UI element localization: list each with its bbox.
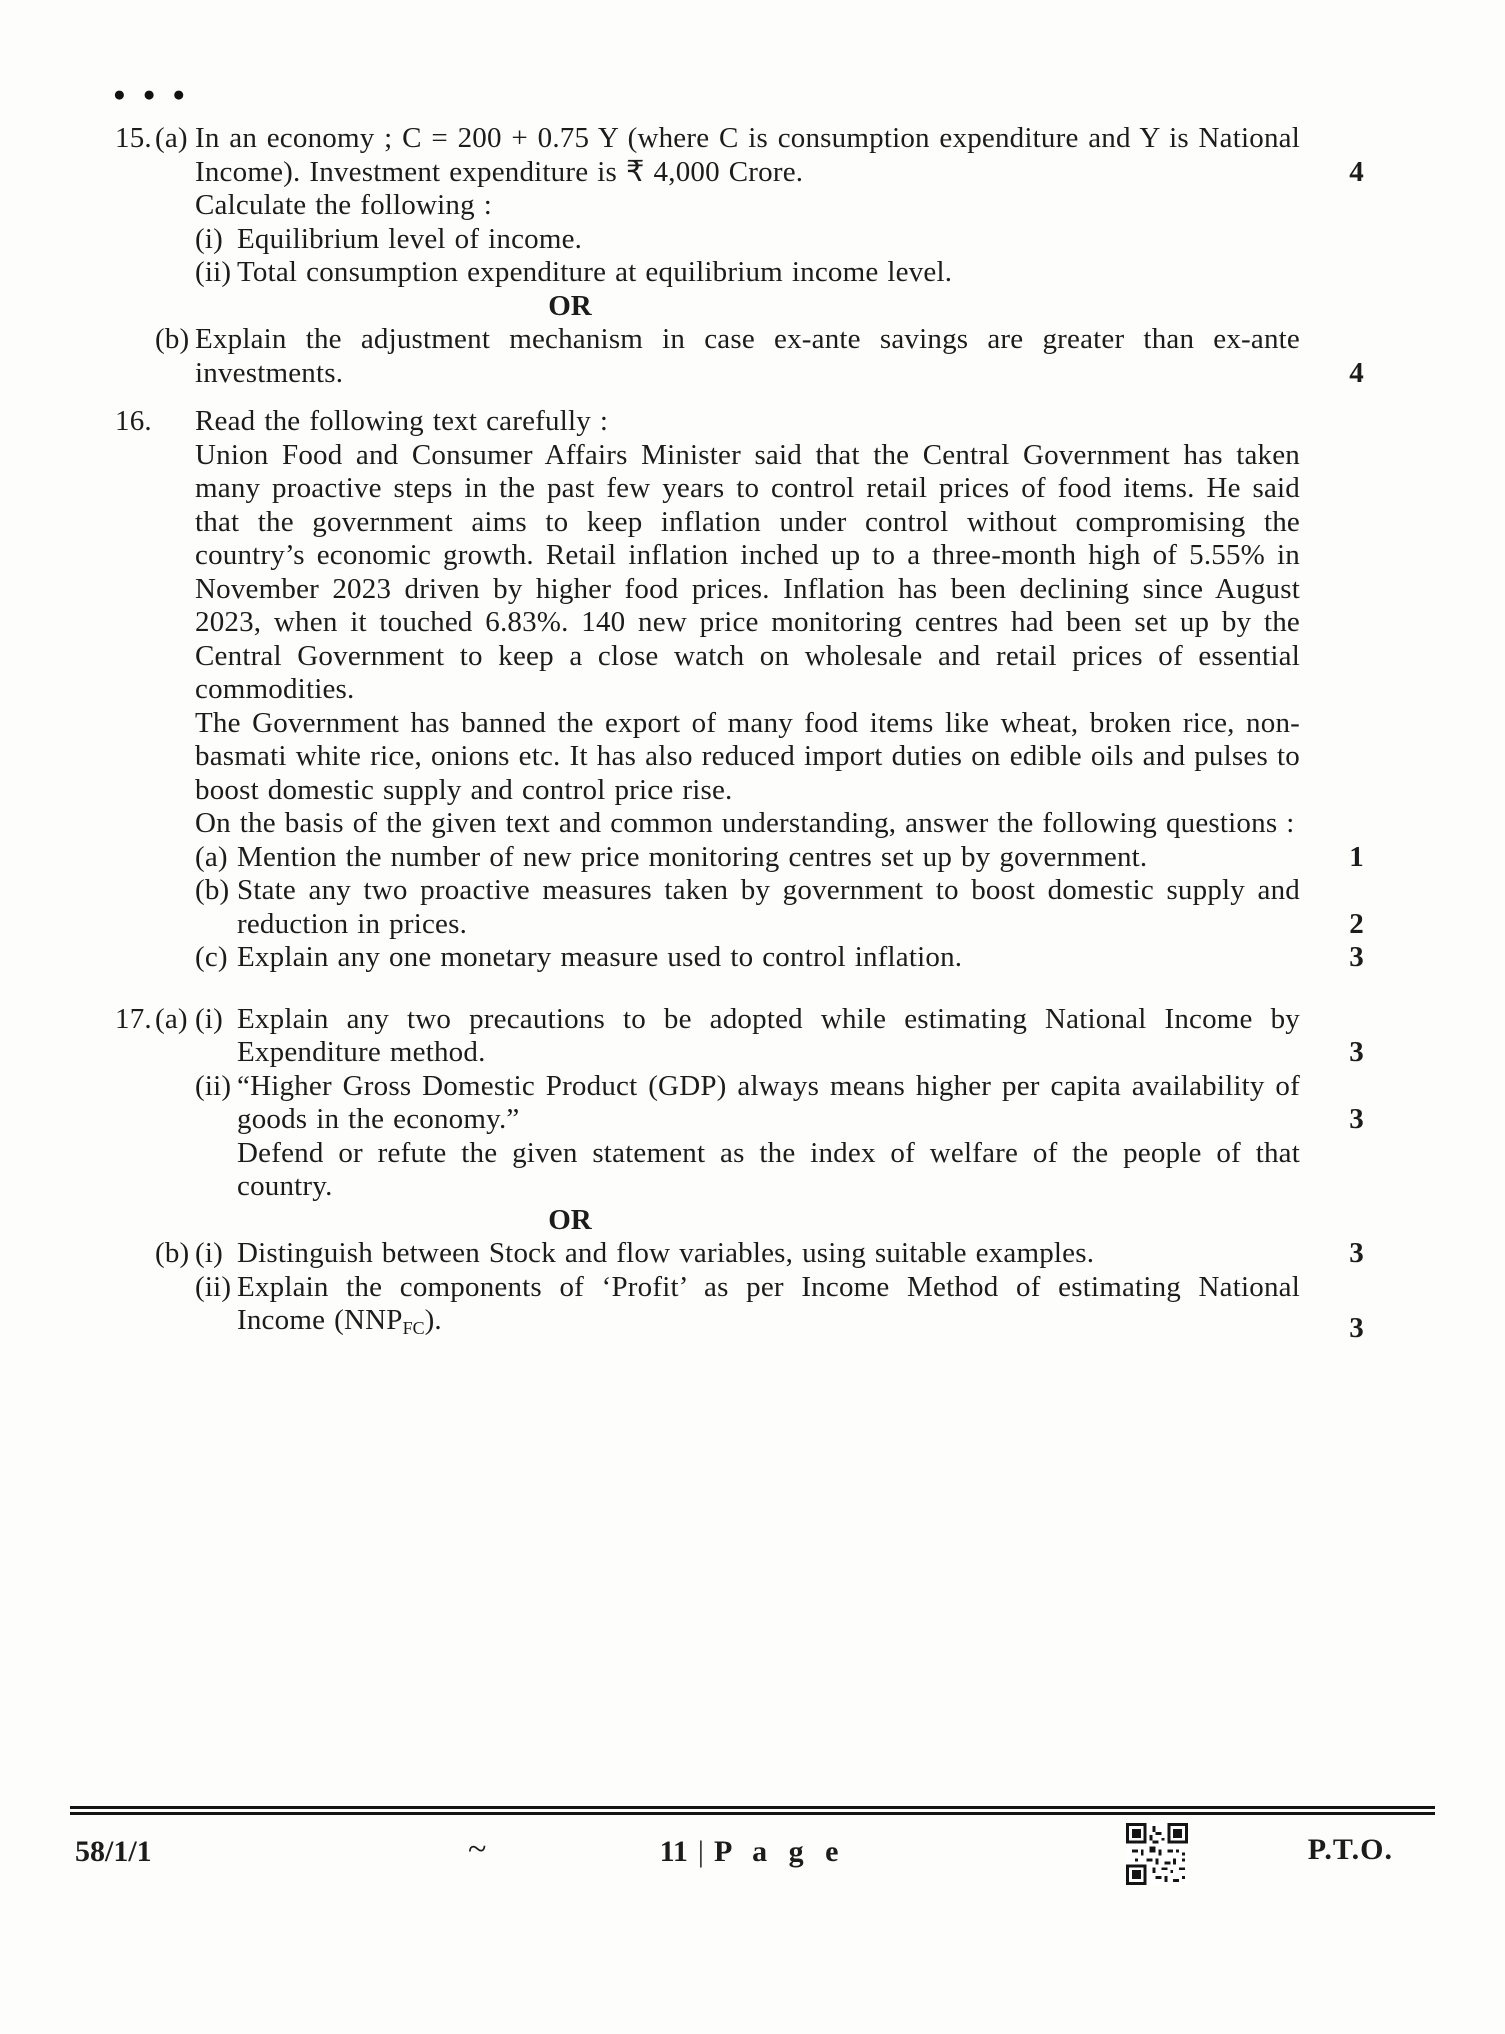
q15-part-a-intro-row bbox=[115, 122, 1370, 189]
question-text: In an economy ; C = 200 + 0.75 Y (where C is consumption expenditure and Y is National Income). Investment expenditure is ₹ 4,000 Crore. bbox=[195, 122, 1300, 188]
footer-line bbox=[0, 1831, 1505, 1941]
marks-value: 3 bbox=[1349, 1237, 1364, 1269]
item-label: (ii) bbox=[195, 1069, 232, 1102]
question-text: Read the following text carefully : bbox=[195, 405, 609, 437]
q16-passage-para3 bbox=[115, 807, 1370, 841]
qr-code-icon bbox=[1126, 1823, 1188, 1885]
item-text: Equilibrium level of income. bbox=[237, 222, 583, 255]
item-label: (i) bbox=[195, 1237, 223, 1269]
bullet-icon: ● bbox=[113, 82, 126, 106]
question-text: Mention the number of new price monitoring centres set up by government. bbox=[237, 840, 1148, 873]
pto-label: P.T.O. bbox=[1307, 1833, 1393, 1866]
paper-code: 58/1/1 bbox=[75, 1835, 152, 1868]
question-text: State any two proactive measures taken by government to boost domestic supply and reduction in prices. bbox=[237, 874, 1300, 940]
q16-intro-row bbox=[115, 405, 1370, 439]
item-label: (ii) bbox=[195, 256, 232, 288]
marks-value: 2 bbox=[1349, 907, 1364, 940]
header-bullets bbox=[113, 82, 1370, 106]
marks-value: 4 bbox=[1349, 155, 1364, 188]
page-number-label bbox=[660, 1835, 846, 1869]
item-text: Total consumption expenditure at equilibrium income level. bbox=[237, 256, 953, 288]
question-text-post: ). bbox=[424, 1304, 442, 1336]
question-text: Explain any one monetary measure used to control inflation. bbox=[237, 941, 963, 973]
item-label: (i) bbox=[195, 222, 223, 255]
q16-part-c-row bbox=[115, 941, 1370, 975]
question-text-pre: Explain the components of ‘Profit’ as per Income Method of estimating National Income (NNP bbox=[237, 1270, 1300, 1336]
marks-value: 4 bbox=[1349, 356, 1364, 389]
footer-rule bbox=[70, 1806, 1435, 1815]
bullet-icon: ● bbox=[172, 82, 186, 106]
passage-text: Union Food and Consumer Affairs Minister said that the Central Government has taken many proactive steps in the past few years to control retail prices of food items. He said that the government aims to keep inflation under control without compromising the country’s economic growth. Retail inflation inched up to a three-month high of 5.55% in November 2023 driven by higher food prices. Inflation has been declining since August 2023, when it touched 6.83%. 140 new price monitoring centres had been set up by the Central Government to keep a close watch on wholesale and retail prices of essential commodities. bbox=[195, 438, 1300, 705]
nnp-fc-subscript: FC bbox=[402, 1318, 425, 1339]
item-label: (i) bbox=[195, 1002, 223, 1035]
marks-value: 3 bbox=[1349, 941, 1364, 973]
part-label: (b) bbox=[155, 323, 190, 355]
part-label: (b) bbox=[155, 1237, 190, 1269]
q15-part-a-item-ii-row bbox=[115, 256, 1370, 290]
passage-text: On the basis of the given text and common understanding, answer the following questions : bbox=[195, 807, 1295, 839]
q17-part-a-i-row bbox=[115, 1003, 1370, 1070]
question-number: 17. bbox=[115, 1002, 152, 1035]
q16-passage-para2 bbox=[115, 707, 1370, 808]
passage-text: The Government has banned the export of many food items like wheat, broken rice, non-basmati white rice, onions etc. It has also reduced import duties on edible oils and pulses to boost domestic supply and control price rise. bbox=[195, 706, 1300, 806]
page-separator: | bbox=[697, 1835, 704, 1868]
question-text bbox=[237, 1271, 1300, 1346]
q17-part-b-ii-row bbox=[115, 1271, 1370, 1346]
q15-part-b-row bbox=[115, 323, 1370, 390]
q15-or-separator: OR bbox=[548, 289, 592, 322]
page-number: 11 bbox=[659, 1835, 688, 1868]
question-text: Explain the adjustment mechanism in case ex-ante savings are greater than ex-ante investments. bbox=[195, 323, 1300, 389]
part-label: (a) bbox=[195, 840, 228, 873]
item-label: (ii) bbox=[195, 1270, 232, 1303]
question-text: Defend or refute the given statement as the index of welfare of the people of that country. bbox=[237, 1136, 1300, 1202]
question-text: Explain any two precautions to be adopted while estimating National Income by Expenditure method. bbox=[237, 1002, 1300, 1068]
question-number: 16. bbox=[115, 405, 152, 437]
q15-part-a-calculate-row bbox=[115, 189, 1370, 223]
page-word: P a g e bbox=[713, 1835, 846, 1868]
q16-passage-para1 bbox=[115, 439, 1370, 707]
marks-value: 1 bbox=[1349, 840, 1364, 873]
part-label: (b) bbox=[195, 874, 230, 906]
page-content bbox=[115, 0, 1370, 1346]
question-number: 15. bbox=[115, 122, 152, 154]
question-text: Distinguish between Stock and flow variables, using suitable examples. bbox=[237, 1237, 1095, 1269]
marks-value: 3 bbox=[1349, 1036, 1364, 1068]
q15-part-a-item-i-row bbox=[115, 223, 1370, 257]
marks-value: 3 bbox=[1349, 1103, 1364, 1135]
q17-part-a-ii-followup-row bbox=[115, 1137, 1370, 1204]
q17-or-separator: OR bbox=[548, 1203, 592, 1236]
page-footer bbox=[0, 1806, 1505, 1941]
tilde-mark: ~ bbox=[468, 1831, 487, 1868]
q17-part-a-ii-row bbox=[115, 1070, 1370, 1137]
part-label: (c) bbox=[195, 941, 228, 973]
part-label: (a) bbox=[155, 1002, 188, 1035]
q17-part-b-i-row bbox=[115, 1237, 1370, 1271]
marks-value: 3 bbox=[1349, 1312, 1364, 1345]
bullet-icon: ● bbox=[142, 82, 156, 106]
q16-part-b-row bbox=[115, 874, 1370, 941]
q16-part-a-row bbox=[115, 841, 1370, 875]
part-label: (a) bbox=[155, 122, 188, 154]
question-text: “Higher Gross Domestic Product (GDP) always means higher per capita availability of goods in the economy.” bbox=[237, 1069, 1300, 1135]
question-text: Calculate the following : bbox=[195, 189, 493, 221]
